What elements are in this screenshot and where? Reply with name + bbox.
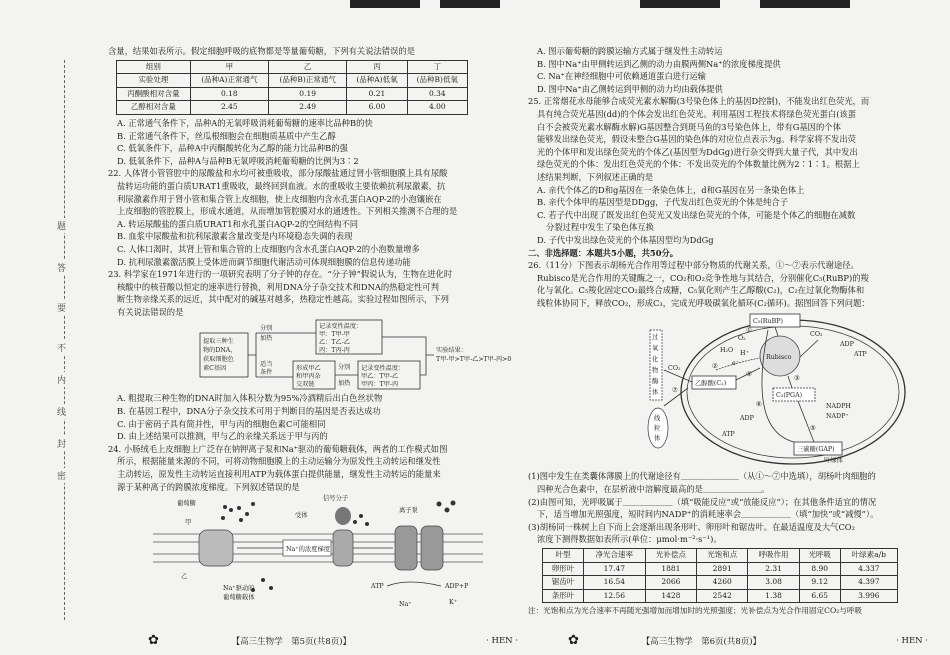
na-label: Na⁺ [399, 601, 412, 609]
table-cell: 4.397 [840, 576, 897, 590]
nadph-label: NADPH [826, 403, 851, 411]
table-cell: 1881 [645, 562, 696, 576]
signal-label: 信号分子 [323, 495, 349, 503]
q26-subquestion: (2)由图可知，光呼吸属于＿＿＿＿＿＿（填“吸能反应”或“放能反应”）；在其他条件适宜的情况 [528, 496, 877, 507]
result-text: T甲-甲>T甲-乙>T甲-丙>0 [436, 356, 512, 364]
table-cell: 0.18 [190, 87, 268, 101]
q25-stem: 光的个体甲和发出绿色荧光的个体乙(基因型为DdGg)进行杂交得到大量子代，其中发出 [537, 146, 858, 157]
q22-stem: 利尿激素作用于肾小管和集合管上皮细胞，使上皮细胞内含水孔蛋白AQP-2的小泡镶嵌在 [117, 193, 442, 204]
option-line: A. 转运尿酸盐的蛋白质URAT1和水孔蛋白AQP-2的空间结构不同 [117, 218, 359, 229]
record-text: 记录变性温度： [361, 365, 405, 373]
rubisco-label: Rubisco [766, 354, 792, 362]
binding-char: 不 [57, 340, 66, 355]
pathway-number: ① [746, 327, 752, 335]
side-char: 体 [654, 435, 661, 443]
q23-stem: 断生物亲缘关系的远近，其中配对的碱基对越多，热稳定性越高。实验过程如图所示，下列 [117, 294, 449, 305]
ion-pump-label: 离子泵 [399, 507, 418, 515]
q23-stem: 有关说法错误的是 [117, 306, 184, 317]
pathway-number: ④ [746, 371, 752, 379]
box-text: 物的DNA， [203, 347, 237, 355]
option-line: A. 图示葡萄糖的跨膜运输方式属于继发性主动转运 [537, 46, 723, 56]
q23-stem: 23. 科学家在1971年进行的一项研究表明了分子钟的存在。“分子钟”假说认为，生物在进化时 [108, 269, 453, 280]
record-text: 乙：T乙-乙 [319, 339, 350, 347]
nadp-label: NADP⁺ [826, 413, 849, 421]
step-text: 适当 [260, 361, 273, 369]
hybrid-text: 形成甲乙 [296, 365, 321, 373]
side-char: 粒 [654, 425, 661, 433]
option-line: B. 在基因工程中，DNA分子杂交技术可用于判断目的基因是否表达成功 [117, 406, 381, 417]
page-footer [568, 635, 928, 649]
q24-stem: 24. 小肠绒毛上皮细胞上广泛存在钠钾离子泵和Na⁺驱动的葡萄糖载体，两者的工作模式如图 [108, 443, 448, 454]
table-cell: (品种B)正常通气 [268, 74, 346, 88]
table-cell: 4.00 [407, 101, 467, 115]
option-line: B. 血浆中尿酸盐和抗利尿激素含量改变是内环境稳态失调的表现 [117, 231, 353, 242]
result-text: 实验结果： [436, 347, 467, 355]
option-line: D. 低氧条件下，品种A与品种B无氧呼吸消耗葡萄糖的比例为3∶2 [117, 155, 359, 166]
ion-pump [395, 526, 417, 570]
step-text: 条件 [260, 369, 273, 377]
table-cell: 3.08 [748, 576, 799, 590]
side-jia-label: 甲 [185, 519, 192, 527]
receptor-protein [333, 530, 353, 566]
q24-stem: 主动转运，原发性主动转运直接利用ATP为载体蛋白提供能量，继发性主动转运的能量来 [117, 469, 441, 480]
option-line: A. 正常通气条件下，品种A的无氧呼吸消耗葡萄糖的速率比品种B的快 [117, 117, 373, 128]
c5-label: C₅(RuBP) [753, 318, 783, 326]
table-cell: 4260 [697, 576, 748, 590]
record-text: 记录变性温度： [319, 323, 363, 331]
side-char: 物 [652, 367, 659, 375]
q22-stem: 22. 人体肾小管管腔中的尿酸盐和水均可被重吸收，部分尿酸盐通过肾小管细胞膜上具有尿酸 [108, 168, 448, 179]
q23-flowchart [198, 319, 538, 391]
q26-subquestion: 下，适当增加光照强度，短时间内NADP⁺的消耗速率会＿＿＿＿＿＿（填“加快”或“减慢”）。 [537, 509, 879, 520]
na-gradient-label: Na⁺的浓度梯度 [286, 546, 331, 554]
side-char: 线 [654, 415, 661, 423]
option-line: A. 亲代个体乙的D和g基因在一条染色体上，d和G基因在另一条染色体上 [537, 184, 805, 195]
option-line: C. 人体口渴时，其肾上管和集合管的上皮细胞内含水孔蛋白AQP-2的小泡数量增多 [117, 243, 420, 254]
table-cell: 卵形叶 [543, 562, 584, 576]
q26-subquestion: 四种光合色素中，在层析液中溶解度最高的是＿＿＿＿＿＿＿。 [537, 484, 770, 495]
option-line: 分裂过程中发生了染色体互换 [546, 222, 654, 233]
h2o-label: H₂O [720, 347, 734, 355]
option-line: C. 由于密码子具有简并性，甲与丙的细胞色素C可能相同 [117, 418, 326, 429]
option-line: D. 子代中发出绿色荧光的个体基因型均为DdGg [537, 234, 714, 245]
c3-label: C₃(PGA) [776, 392, 803, 400]
flow-arrow [387, 582, 441, 586]
record-text: 甲乙：T甲-乙 [361, 373, 399, 381]
table-cell: 6.00 [347, 101, 407, 115]
side-char: 化 [652, 356, 659, 364]
page-number: 【高三生物学 第5页(共8页)】 [231, 637, 352, 648]
table-cell: 16.54 [583, 576, 645, 590]
q25-stem: 能够发出绿色荧光，假设未整合G基因的染色体的对应位点表示为g。科学家将不发出荧 [537, 134, 856, 145]
table-cell: 2.49 [268, 101, 346, 115]
step-text: 分别 [338, 364, 351, 372]
q24-stem: 所示，根据能量来源的不同，可将动物细胞膜上的主动运输分为原发性主动转运和继发性 [117, 456, 441, 467]
q26-table [542, 548, 898, 603]
publisher-logo-icon: ✿ [148, 633, 159, 649]
table-cell: 2.31 [748, 562, 799, 576]
e-label: e⁻ [732, 360, 740, 368]
option-line: D. 由上述结果可以推测，甲与乙的亲缘关系远于甲与丙的 [117, 431, 328, 442]
option-line: B. 图中Na⁺由甲侧转运到乙侧的动力由膜两侧Na⁺的浓度梯度提供 [537, 58, 781, 69]
carrier-label: 葡萄糖载体 [223, 594, 255, 602]
c2-label: 乙醇酸(C₂) [695, 380, 727, 388]
table-cell: 2066 [645, 576, 696, 590]
atp-label: ATP [854, 351, 867, 359]
side-char: 氧 [652, 345, 659, 353]
atp-label: ATP [722, 431, 735, 439]
table-cell: 0.19 [268, 87, 346, 101]
record-text: 甲丙：T甲-丙 [361, 381, 399, 389]
table-cell: 17.47 [583, 562, 645, 576]
table-cell: 3.996 [840, 589, 897, 603]
table-cell: 0.21 [347, 87, 407, 101]
page-number: 【高三生物学 第6页(共8页)】 [641, 637, 762, 648]
table-cell: 实验处理 [117, 74, 191, 88]
table-cell: 12.56 [583, 589, 645, 603]
table-cell: 1428 [645, 589, 696, 603]
table-cell: 2891 [697, 562, 748, 576]
binding-char: 内 [57, 372, 66, 387]
option-line: D. 图中Na⁺由乙侧转运到甲侧的动力均由载体提供 [537, 83, 723, 94]
table-header: 光呼吸 [799, 549, 840, 563]
side-char: 酶 [652, 378, 659, 386]
page-footer [148, 635, 518, 649]
glucose-label: 葡萄糖 [177, 500, 196, 508]
page-5 [108, 0, 523, 655]
adp-label: ADP [740, 415, 754, 423]
table-cell: 9.12 [799, 576, 840, 590]
side-char: 体 [652, 389, 659, 397]
table-header: 组别 [117, 60, 191, 74]
step-text: 加热 [338, 380, 351, 388]
section-heading: 二、非选择题：本题共5小题，共50分。 [528, 247, 679, 258]
publisher-logo-icon: ✿ [568, 633, 579, 649]
chloroplast-label: 叶绿体 [824, 457, 843, 465]
table-cell: 丙酮酸相对含量 [117, 87, 191, 101]
receptor-label: 受体 [295, 512, 308, 520]
table-cell: 乙醇相对含量 [117, 101, 191, 115]
table-cell: 1.38 [748, 589, 799, 603]
table-header: 叶绿素a/b [840, 549, 897, 563]
carrier-label: Na⁺驱动的 [223, 585, 255, 593]
atp-label: ATP [371, 583, 384, 591]
option-line: D. 抗利尿激素激活膜上受体进而调节细胞代谢活动可体现细胞膜的信息传递功能 [117, 256, 411, 267]
ion-pump [421, 526, 443, 570]
table-cell: (品种B)低氧 [407, 74, 467, 88]
table-header: 甲 [190, 60, 268, 74]
q24-membrane-figure [153, 494, 483, 612]
table-header: 丁 [407, 60, 467, 74]
adp-label: ADP+P [445, 583, 469, 591]
side-yi-label: 乙 [181, 573, 188, 581]
table-header: 呼吸作用 [748, 549, 799, 563]
signal-molecule [335, 507, 351, 525]
q22-stem: 盐转运功能的蛋白质URAT1重吸收，最终回到血液。水的重吸收主要依赖抗利尿激素，抗 [117, 180, 446, 191]
adp-label: ADP [840, 341, 854, 349]
table-cell: 8.90 [799, 562, 840, 576]
table-note: 注：光饱和点为光合速率不再随光强增加而增加时的光照强度；光补偿点为光合作用固定CO₂与呼吸 [528, 606, 863, 616]
q25-stem: 述结果判断，下列叙述正确的是 [537, 171, 654, 182]
table-cell: 2542 [697, 589, 748, 603]
binding-char: 封 [57, 436, 66, 451]
q25-stem: 绿色荧光的个体：发出红色荧光的个体：不发出荧光的个体数量比例为2∶1∶1。根据上 [537, 159, 860, 170]
q26-subquestion: (3)胡杨同一株树上自下而上会逐渐出现条形叶、卵形叶和锯齿叶。在最适温度及大气CO₂ [528, 521, 855, 532]
k-label: K⁺ [449, 599, 458, 607]
q26-stem: 线粒体协同下，释放CO₂，形成C₃，完成光呼吸碳氧化循环(C₂循环)。据图回答下列问题： [537, 297, 870, 308]
option-line: C. Na⁺在神经细胞中可依赖通道蛋白进行运输 [537, 71, 706, 82]
step-text: 分别 [260, 325, 273, 333]
footer-code: · HEN · [896, 636, 928, 647]
q22-stem: 上皮细胞的管腔膜上，形成水通道，从而增加管腔膜对水的通透性。下列相关推测不合理的是 [117, 206, 458, 217]
q24-stem: 源于某种离子的跨膜浓度梯度。下列叙述错误的是 [117, 481, 300, 492]
q25-stem: 25. 正常烟花水母能够合成荧光素水解酶(3号染色体上的基因D控制)，不能发出红色荧光，而 [528, 96, 870, 107]
hplus-label: H⁺ [740, 350, 749, 358]
binding-char: 答 [57, 260, 66, 275]
option-line: B. 正常通气条件下，丝瓜根细胞会在细胞质基质中产生乙醇 [117, 130, 336, 141]
side-char: 过 [652, 334, 659, 342]
table-header: 丙 [347, 60, 407, 74]
q21-stem: 含量，结果如表所示。假定细胞呼吸的底物都是等量葡萄糖，下列有关说法错误的是 [108, 46, 415, 56]
table-cell: (品种A)正常通气 [190, 74, 268, 88]
option-line: A. 粗提取三种生物的DNA时加入体积分数为95%冷酒精后出白色丝状物 [117, 393, 383, 404]
q26-diagram [628, 310, 928, 470]
footer-code: · HEN · [486, 636, 518, 647]
hybrid-text: 和甲丙杂 [296, 373, 321, 381]
q26-stem: 26.（11分）下图表示胡杨光合作用等过程中部分物质的代谢关系，①～⑦表示代谢途径。 [528, 260, 859, 271]
box-text: 获取细胞色 [203, 356, 234, 364]
option-line: C. 低氧条件下，品种A中丙酮酸转化为乙醇的能力比品种B的强 [117, 143, 348, 154]
q26-subquestion: (1)图中发生在类囊体薄膜上的代谢途径有＿＿＿＿＿＿＿（从①～⑦中选填），胡杨叶肉细胞的 [528, 471, 876, 482]
o2-label: O₂ [738, 335, 746, 343]
table-cell: 6.65 [799, 589, 840, 603]
record-text: 甲：T甲-甲 [319, 331, 350, 339]
binding-char: 密 [57, 468, 66, 483]
co2-label: CO₂ [810, 331, 823, 339]
binding-char: 要 [57, 300, 66, 315]
table-cell: 2.45 [190, 101, 268, 115]
q23-stem: 核酸中的核苷酸以恒定的速率进行替换，利用DNA分子杂交技术和DNA的热稳定性可判 [117, 281, 439, 292]
table-cell: (品种A)低氧 [347, 74, 407, 88]
box-text: 素C基因 [203, 365, 227, 373]
q21-table [116, 60, 468, 115]
table-header: 乙 [268, 60, 346, 74]
pathway-number: ② [712, 363, 718, 371]
option-line: B. 亲代个体甲的基因型是DDgg，子代发出红色荧光的个体是纯合子 [537, 197, 789, 208]
table-header: 叶型 [543, 549, 584, 563]
binding-char: 题 [57, 218, 66, 233]
q26-stem: 化与氧化。C₅羧化固定CO₂最终合成糖，C₅氧化则产生乙醇酸(C₂)，C₂在过氧化物酶体和 [537, 285, 865, 296]
box-text: 提取三种生 [203, 338, 234, 346]
q26-stem: Rubisco是光合作用的关键酶之一，CO₂和O₂竞争性地与其结合，分别催化C₅(RuBP)的羧 [537, 272, 869, 283]
pathway-number: ③ [794, 375, 800, 383]
table-header: 光补偿点 [645, 549, 696, 563]
pathway-number: ⑤ [810, 425, 816, 433]
hybrid-text: 交双链 [296, 381, 315, 389]
q25-stem: 具有纯合荧光基因(dd)的个体会发出红色荧光。利用基因工程技术将绿色荧光蛋白(该蛋 [537, 108, 857, 119]
q26-subquestion: 浓度下测得数据如表所示(单位：μmol·m⁻²·s⁻¹)。 [537, 534, 722, 545]
record-text: 丙：T丙-丙 [319, 347, 350, 355]
table-header: 光饱和点 [697, 549, 748, 563]
pathway-number: ⑦ [672, 387, 678, 395]
table-cell: 锯齿叶 [543, 576, 584, 590]
table-cell: 条形叶 [543, 589, 584, 603]
glucose-carrier [199, 530, 233, 566]
binding-margin [0, 0, 108, 655]
table-cell: 0.34 [407, 87, 467, 101]
step-text: 加热 [260, 335, 273, 343]
option-line: C. 若子代中出现了既发出红色荧光又发出绿色荧光的个体，可能是个体乙的细胞在减数 [537, 209, 856, 220]
pathway-number: ⑥ [756, 401, 762, 409]
table-cell: 4.337 [840, 562, 897, 576]
table-header: 净光合速率 [583, 549, 645, 563]
q25-stem: 白不会被荧光素水解酶水解)G基因整合到斑马鱼的3号染色体上，带有G基因的个体 [537, 121, 841, 132]
page-6 [528, 0, 940, 655]
co2-label: CO₂ [668, 365, 681, 373]
triose-label: 三碳糖(GAP) [797, 446, 835, 454]
binding-char: 线 [57, 404, 66, 419]
